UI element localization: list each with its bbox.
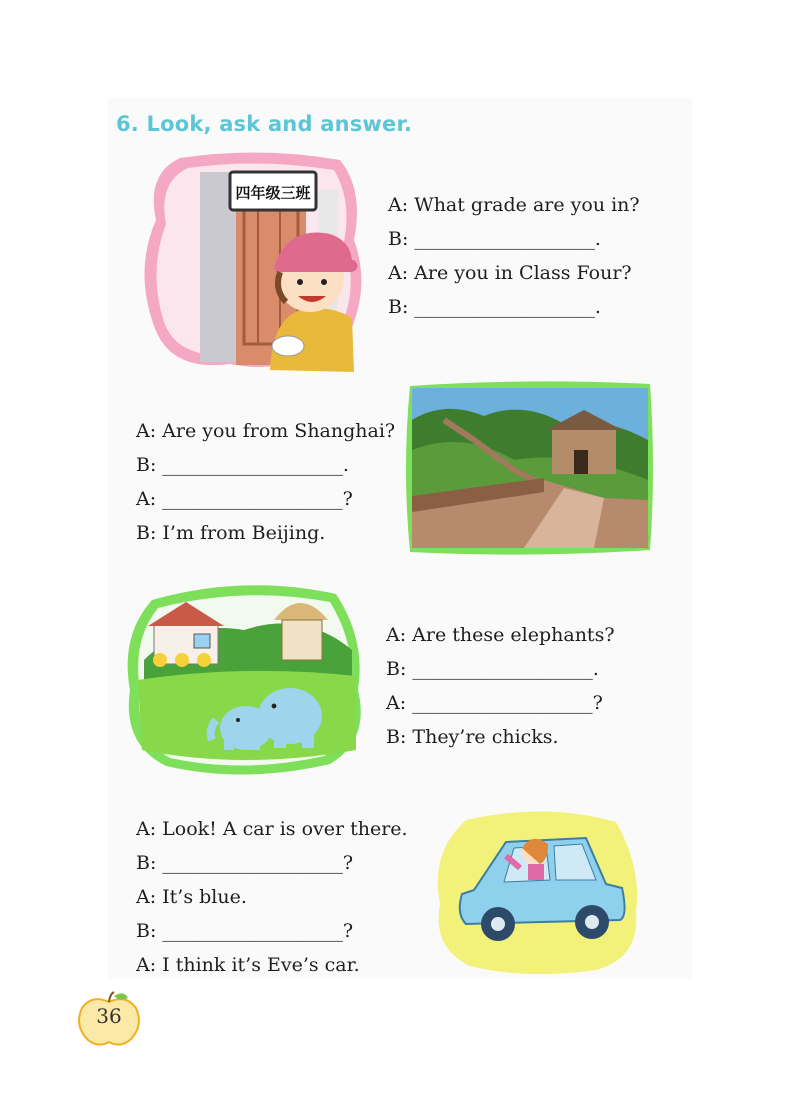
great-wall-picture: [404, 380, 656, 556]
answer-blank: B: ___________________?: [136, 920, 354, 942]
dialog-line: A: Are you from Shanghai?: [136, 420, 396, 442]
dialog-2: [136, 414, 395, 550]
page-number-badge: [76, 990, 142, 1046]
answer-blank: A: ___________________?: [136, 488, 353, 510]
classroom-girl-picture: [140, 150, 380, 372]
dialog-line: A: It’s blue.: [136, 886, 247, 908]
answer-blank: B: ___________________.: [386, 658, 599, 680]
dialog-line: A: Look! A car is over there.: [136, 818, 408, 840]
dialog-line: A: Are you in Class Four?: [388, 262, 632, 284]
dialog-line: A: Are these elephants?: [386, 624, 615, 646]
answer-blank: A: ___________________?: [386, 692, 603, 714]
dialog-4: [136, 812, 408, 982]
farm-elephants-picture: [124, 580, 364, 776]
answer-blank: B: ___________________.: [388, 296, 601, 318]
classroom-sign: 四年级三班: [235, 184, 311, 202]
answer-blank: B: ___________________?: [136, 852, 354, 874]
page-number: 36: [96, 1004, 122, 1028]
dialog-line: B: They’re chicks.: [386, 726, 559, 748]
dialog-line: B: I’m from Beijing.: [136, 522, 326, 544]
answer-blank: B: ___________________.: [388, 228, 601, 250]
blue-car-picture: [436, 808, 640, 974]
dialog-3: [386, 618, 615, 754]
dialog-line: A: What grade are you in?: [388, 194, 640, 216]
dialog-line: A: I think it’s Eve’s car.: [136, 954, 360, 976]
answer-blank: B: ___________________.: [136, 454, 349, 476]
dialog-1: [388, 188, 640, 324]
exercise-title: 6. Look, ask and answer.: [116, 112, 413, 136]
